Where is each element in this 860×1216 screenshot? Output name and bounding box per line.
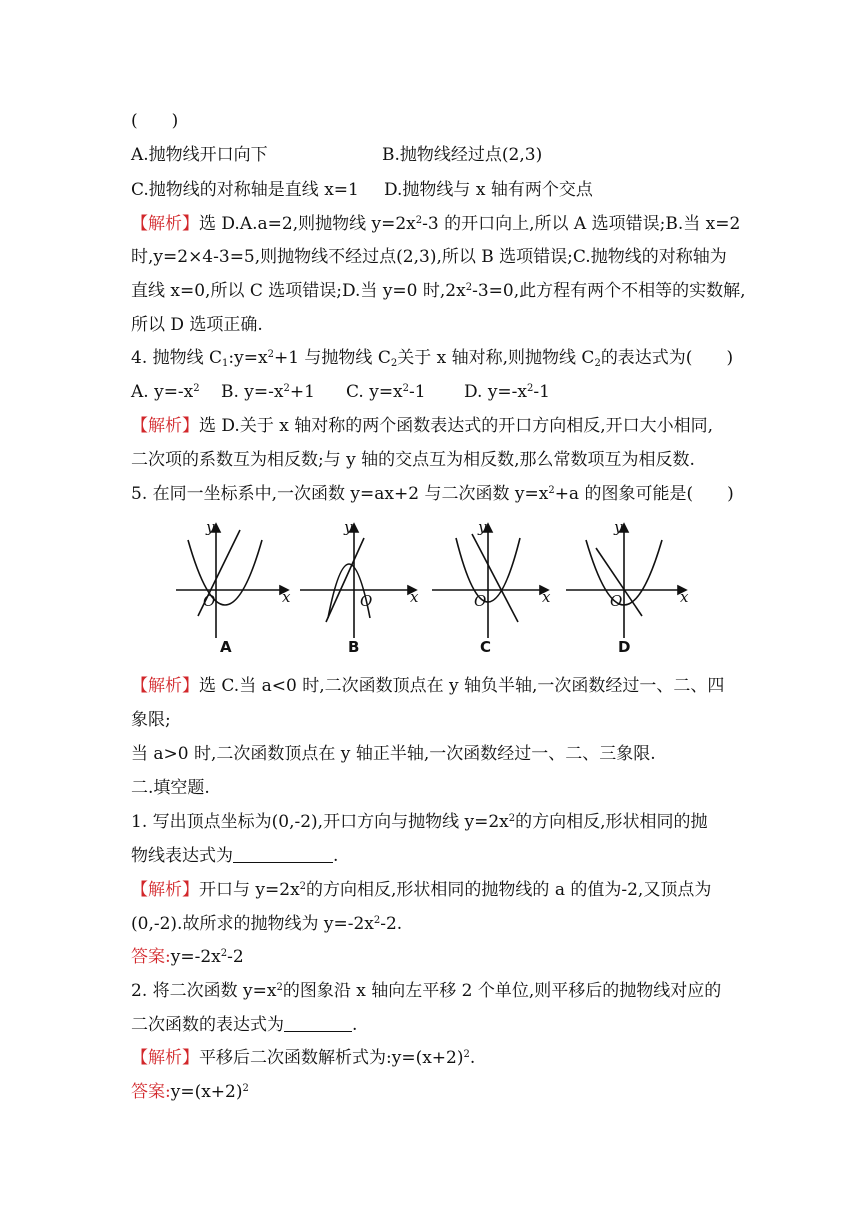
graph-a-x-label: x	[282, 588, 291, 606]
analysis-tag: 【解析】	[131, 416, 199, 436]
analysis-tag: 【解析】	[131, 1048, 199, 1068]
q4-option-c: C. $y=x^2-1$	[346, 382, 426, 402]
q3-option-d: D.抛物线与 x 轴有两个交点	[384, 180, 593, 200]
fill2-stem-line-1: 2. 将二次函数 $y=x^2$的图象沿 x 轴向左平移 2 个单位,则平移后的抛物线对应的	[131, 981, 722, 1001]
q4-option-b: B. $y=-x^2+1$	[221, 382, 315, 402]
graph-c-origin: O	[474, 592, 487, 610]
q3-option-a: A.抛物线开口向下	[131, 145, 268, 165]
q4-option-a: A. $y=-x^2$	[131, 382, 200, 402]
graph-d-caption: D	[618, 638, 631, 656]
graph-c-caption: C	[480, 638, 492, 656]
q3-analysis-line-3: 直线 x=0,所以 C 选项错误;D.当 y=0 时$,2x^2-3=0$,此方程有两个不相等的实数解,	[131, 281, 746, 301]
q4-stem: 4. 抛物线 $C_1:y=x^2+1$ 与抛物线 $C_2$关于 x 轴对称,则抛物线 $C_2$的表达式为( )	[131, 348, 734, 369]
analysis-tag: 【解析】	[131, 880, 199, 900]
analysis-tag: 【解析】	[131, 676, 199, 696]
q5-analysis-line-3: 当 a>0 时,二次函数顶点在 y 轴正半轴,一次函数经过一、二、三象限.	[131, 744, 656, 764]
fill1-analysis-line-2: (0,-2).故所求的抛物线为 $y=-2x^2-2$.	[131, 914, 403, 934]
graph-d-x-label: x	[680, 588, 689, 606]
q3-analysis-line-1: 【解析】选 D.A.a=2,则抛物线 $y=2x^2-3$ 的开口向上,所以 A 选项错误;B.当 x=2	[131, 214, 741, 234]
q3-option-c: C.抛物线的对称轴是直线 x=1	[131, 180, 359, 200]
graph-b	[300, 518, 419, 656]
graph-d-y-label: y	[614, 518, 623, 536]
graph-d-origin: O	[610, 592, 623, 610]
q3-analysis-line-4: 所以 D 选项正确.	[131, 315, 263, 335]
graph-c-x-label: x	[542, 588, 551, 606]
fill1-answer: 答案$:y=-2x^2-2$	[131, 947, 244, 967]
answer-blank[interactable]	[284, 1015, 352, 1032]
graph-a-y-label: y	[206, 518, 215, 536]
fill1-stem-line-2: 物线表达式为 .	[131, 846, 339, 866]
q5-stem: 5. 在同一坐标系中,一次函数 y=ax+2 与二次函数 $y=x^2+a$ 的图象可能是( )	[131, 484, 734, 504]
q5-analysis-line-2: 象限;	[131, 710, 171, 730]
graph-a-origin: O	[203, 592, 216, 610]
fill1-analysis-line-1: 【解析】开口与 $y=2x^2$的方向相反,形状相同的抛物线的 a 的值为-2,又顶点为	[131, 880, 712, 900]
q5-analysis-line-1: 【解析】选 C.当 a<0 时,二次函数顶点在 y 轴负半轴,一次函数经过一、二、四	[131, 676, 725, 696]
graph-c-y-label: y	[478, 518, 487, 536]
fill2-stem-line-2: 二次函数的表达式为 .	[131, 1015, 358, 1035]
graph-b-x-label: x	[410, 588, 419, 606]
analysis-tag: 【解析】	[131, 214, 199, 234]
fill2-analysis: 【解析】平移后二次函数解析式为$:y=(x+2)^2$.	[131, 1048, 476, 1068]
graph-b-origin: O	[360, 592, 373, 610]
graph-b-caption: B	[348, 638, 360, 656]
graph-a	[176, 518, 291, 656]
answer-tag: 答案:	[131, 947, 171, 967]
q3-paren: ( )	[131, 111, 179, 131]
answer-tag: 答案:	[131, 1082, 171, 1102]
fill1-stem-line-1: 1. 写出顶点坐标为(0,-2),开口方向与抛物线 $y=2x^2$的方向相反,形状相同的抛	[131, 812, 708, 832]
answer-blank[interactable]	[233, 846, 333, 863]
graph-a-caption: A	[220, 638, 232, 656]
q3-analysis-line-2: 时,y=2×4-3=5,则抛物线不经过点(2,3),所以 B 选项错误;C.抛物线的对称轴为	[131, 247, 727, 267]
q4-analysis-line-1: 【解析】选 D.关于 x 轴对称的两个函数表达式的开口方向相反,开口大小相同,	[131, 416, 714, 436]
graph-b-y-label: y	[344, 518, 353, 536]
graph-c	[432, 518, 551, 656]
fill2-answer: 答案$:y=(x+2)^2$	[131, 1082, 249, 1102]
q4-option-d: D. $y=-x^2-1$	[464, 382, 550, 402]
q3-option-b: B.抛物线经过点(2,3)	[382, 145, 543, 165]
graph-d	[566, 518, 689, 656]
q4-analysis-line-2: 二次项的系数互为相反数;与 y 轴的交点互为相反数,那么常数项互为相反数.	[131, 450, 695, 470]
section-title: 二.填空题.	[131, 778, 210, 798]
q5-graph-figures	[168, 518, 698, 658]
